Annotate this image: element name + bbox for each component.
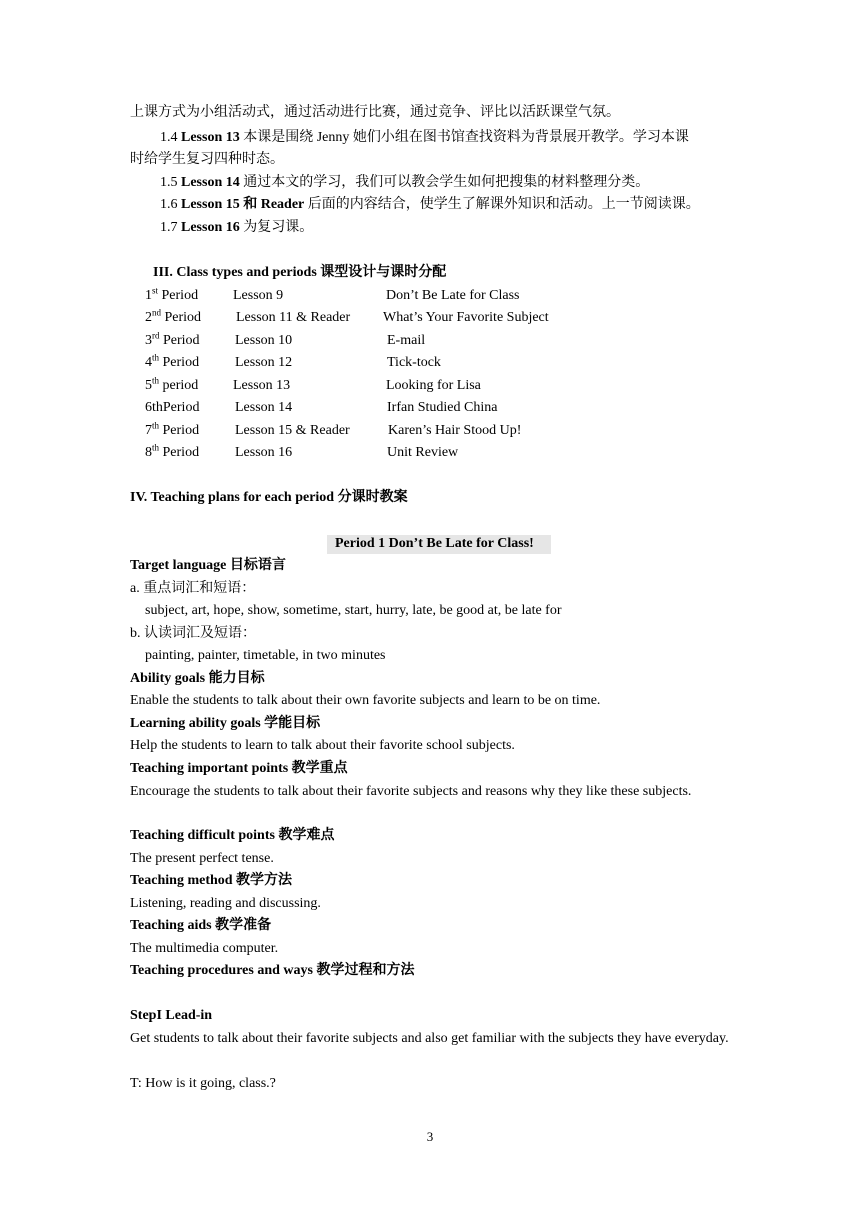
period-lesson: Lesson 13 — [233, 378, 291, 393]
key-vocabulary-list: subject, art, hope, show, sometime, start, hurry, late, be good at, be late for — [145, 603, 562, 618]
period-label: 8th Period — [145, 442, 200, 460]
learning-goals-text: Help the students to learn to talk about their favorite school subjects. — [130, 738, 515, 753]
intro-item-1-4-continued: 时给学生复习四种时态。 — [130, 152, 284, 167]
period-lesson: Lesson 16 — [235, 445, 293, 460]
period-label: 2nd Period — [145, 307, 202, 325]
intro-item-1-6 — [160, 195, 700, 215]
teaching-aids-heading: Teaching aids 教学准备 — [130, 918, 272, 933]
item-number: 1.6 — [160, 197, 181, 212]
section-3-heading: III. Class types and periods 课型设计与课时分配 — [153, 265, 447, 280]
period-lesson: Lesson 9 — [233, 288, 284, 303]
important-points-text: Encourage the students to talk about their favorite subjects and reasons why they like these subjects. — [130, 784, 692, 799]
period-title: Karen’s Hair Stood Up! — [388, 423, 522, 438]
step-1-text: Get students to talk about their favorite subjects and also get familiar with the subjects they have everyday. — [130, 1031, 729, 1046]
period-label: 3rd Period — [145, 330, 200, 348]
ability-goals-heading: Ability goals 能力目标 — [130, 671, 265, 686]
period-title: Irfan Studied China — [387, 400, 498, 415]
period-title: Looking for Lisa — [386, 378, 481, 393]
period-title: E-mail — [387, 333, 426, 348]
item-text: 本课是围绕 Jenny 她们小组在图书馆查找资料为背景展开教学。学习本课 — [239, 130, 689, 145]
difficult-points-text: The present perfect tense. — [130, 851, 274, 866]
period-lesson: Lesson 15 & Reader — [235, 423, 350, 438]
item-number: 1.4 — [160, 130, 181, 145]
key-vocabulary-label: a. 重点词汇和短语： — [130, 581, 256, 596]
period-lesson: Lesson 11 & Reader — [236, 310, 351, 325]
period-lesson: Lesson 14 — [235, 400, 293, 415]
reading-vocabulary-list: painting, painter, timetable, in two minutes — [145, 648, 386, 663]
page-number: 3 — [426, 1129, 434, 1144]
important-points-heading: Teaching important points 教学重点 — [130, 761, 348, 776]
target-language-heading: Target language 目标语言 — [130, 558, 286, 573]
period-title: Tick-tock — [387, 355, 441, 370]
period-label: 1st Period — [145, 285, 199, 303]
teaching-method-text: Listening, reading and discussing. — [130, 896, 321, 911]
period-title: Don’t Be Late for Class — [386, 288, 520, 303]
procedures-heading: Teaching procedures and ways 教学过程和方法 — [130, 963, 415, 978]
difficult-points-heading: Teaching difficult points 教学难点 — [130, 828, 335, 843]
teaching-aids-text: The multimedia computer. — [130, 941, 279, 956]
lesson-label: Lesson 14 — [181, 175, 240, 190]
period-label: 7th Period — [145, 420, 200, 438]
teacher-line: T: How is it going, class.? — [130, 1076, 276, 1091]
step-1-heading: StepI Lead-in — [130, 1008, 213, 1023]
lesson-label: Lesson 16 — [181, 220, 240, 235]
intro-item-1-4 — [160, 128, 689, 148]
intro-item-1-7 — [160, 218, 313, 238]
intro-line-0: 上课方式为小组活动式，通过活动进行比赛，通过竞争、评比以活跃课堂气氛。 — [130, 105, 620, 120]
item-text: 后面的内容结合，使学生了解课外知识和活动。上一节阅读课。 — [304, 197, 700, 212]
ability-goals-text: Enable the students to talk about their own favorite subjects and learn to be on time. — [130, 693, 601, 708]
period-1-title: Period 1 Don’t Be Late for Class! — [335, 536, 534, 551]
period-label: 4th Period — [145, 352, 200, 370]
reading-vocabulary-label: b. 认读词汇及短语： — [130, 626, 256, 641]
lesson-label: Lesson 13 — [181, 130, 240, 145]
period-title: What’s Your Favorite Subject — [383, 310, 549, 325]
period-label: 6thPeriod — [145, 400, 200, 415]
item-text: 通过本文的学习，我们可以教会学生如何把搜集的材料整理分类。 — [239, 175, 650, 190]
period-lesson: Lesson 10 — [235, 333, 293, 348]
period-lesson: Lesson 12 — [235, 355, 293, 370]
item-number: 1.5 — [160, 175, 181, 190]
lesson-label: Lesson 15 和 Reader — [181, 197, 305, 212]
teaching-method-heading: Teaching method 教学方法 — [130, 873, 293, 888]
item-number: 1.7 — [160, 220, 181, 235]
learning-goals-heading: Learning ability goals 学能目标 — [130, 716, 321, 731]
item-text: 为复习课。 — [239, 220, 314, 235]
intro-item-1-5 — [160, 173, 649, 193]
period-title: Unit Review — [387, 445, 459, 460]
section-4-heading: IV. Teaching plans for each period 分课时教案 — [130, 490, 408, 505]
period-label: 5th period — [145, 375, 199, 393]
